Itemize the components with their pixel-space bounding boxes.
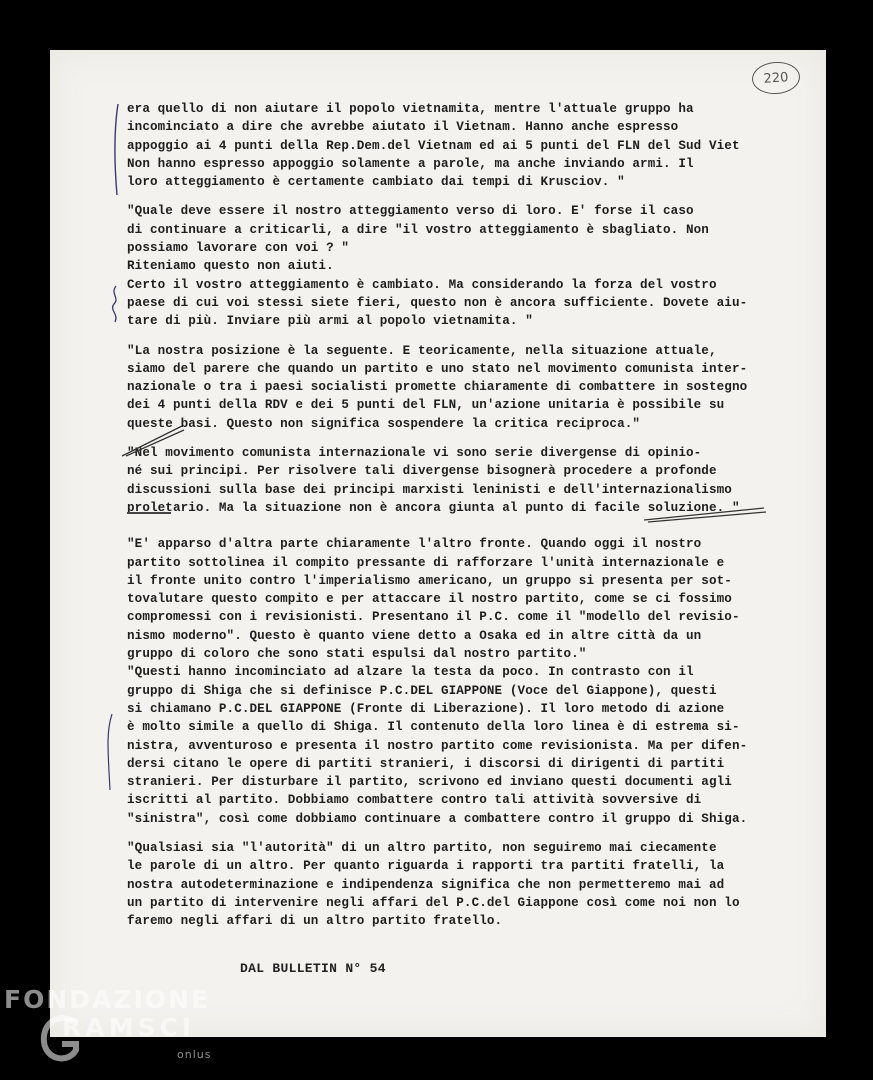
paragraph-1: era quello di non aiutare il popolo vietnamita, mentre l'attuale gruppo ha incominciato a dire che avrebbe aiutato il Vietnam. Hanno anche espresso appoggio ai 4 punti della Rep.Dem.del Vietnam ed ai 5 punti del FLN del Sud Viet Non hanno espresso appoggio solamente a parole, ma anche inviando armi. Il loro atteggiamento è certamente cambiato dai tempi di Krusciov. "	[127, 102, 740, 190]
paragraph-2: "Quale deve essere il nostro atteggiamento verso di loro. E' forse il caso di continuare a criticarli, a dire "il vostro atteggiamento è sbagliato. Non possiamo lavorare con voi ? " Riteniamo questo non aiuti. Certo il vostro atteggiamento è cambiato. Ma considerando la forza del vostro paese di cui voi stessi siete fieri, questo non è ancora sufficiente. Dovete aiu- tare di più. Inviare più armi al popolo vietnamita. "	[127, 204, 748, 329]
margin-squiggle-mark	[106, 284, 126, 324]
watermark-g-logo-icon	[38, 1014, 82, 1074]
underline-strike-mark	[640, 502, 770, 524]
paragraph-6: "Qualsiasi sia "l'autorità" di un altro partito, non seguiremo mai ciecamente le parole di un altro. Per quanto riguarda i rapporti tra partiti fratelli, la nostra autodeterminazione e indipendenza significa che non permetteremo mai ad un partito di intervenire negli affari del P.C.del Giappone così come noi non lo faremo negli affari di un altro partito fratello.	[127, 840, 740, 929]
watermark-line-1: FONDAZIONE	[4, 985, 211, 1014]
watermark-line-2: RAMSCI	[62, 1013, 196, 1042]
paragraph-4: "Nel movimento comunista internazionale vi sono serie divergense di opinio- né sui principi. Per risolvere tali divergense bisognerà procedere a profonde discussioni sulla base dei principi marxisti leninisti e dell'internazionalismo proletario. Ma la situazione non è ancora giunta al punto di facile soluzione. "	[127, 446, 740, 515]
document-footer: DAL BULLETIN N° 54	[240, 961, 386, 976]
short-dash-mark	[125, 509, 175, 517]
margin-bracket-mark-lower	[100, 712, 120, 792]
margin-bracket-mark	[108, 100, 128, 200]
paragraph-5: "E' apparso d'altra parte chiaramente l'altro fronte. Quando oggi il nostro partito sottolinea il compito pressante di rafforzare l'unità internazionale e il fronte unito contro l'imperialismo americano, un gruppo si presenta per sot- tovalutare questo compito e per attaccare il nostro partito, come se ci fossimo compromessi con i revisionisti. Presentano il P.C. come il "modello del revisio- nismo moderno". Questo è quanto viene detto a Osaka ed in altre città da un gruppo di coloro che sono stati espulsi dal nostro partito." "Questi hanno incominciato ad alzare la testa da poco. In contrasto con il gruppo di Shiga che si definisce P.C.DEL GIAPPONE (Voce del Giappone), questi si chiamano P.C.DEL GIAPPONE (Fronte di Liberazione). Il loro metodo di azione è molto simile a quello di Shiga. Il contenuto della loro linea è di estrema si- nistra, avventuroso e presenta il nostro partito come revisionista. Ma per difen- dersi citano le opere di partiti stranieri, i discorsi di dirigenti di partiti stranieri. Per disturbare il partito, scrivono ed inviano questi documenti agli iscritti al partito. Dobbiamo combattere contro tali attività sovversive di "sinistra", così come dobbiamo continuare a combattere contro il gruppo di Shiga.	[127, 537, 748, 826]
fondazione-gramsci-watermark	[4, 985, 212, 1061]
page-number-stamp: 220	[751, 60, 801, 95]
paragraph-3: "La nostra posizione è la seguente. E teoricamente, nella situazione attuale, siamo del parere che quando un partito e uno stato nel movimento comunista inter- nazionale o tra i paesi socialisti promette chiaramente di combattere in sostegno dei 4 punti della RDV e dei 5 punti del FLN, un'azione unitaria è possibile su queste basi. Questo non significa sospendere la critica reciproca."	[127, 343, 748, 431]
watermark-onlus: onlus	[177, 1048, 212, 1061]
margin-pencil-strike-mark	[118, 420, 188, 460]
